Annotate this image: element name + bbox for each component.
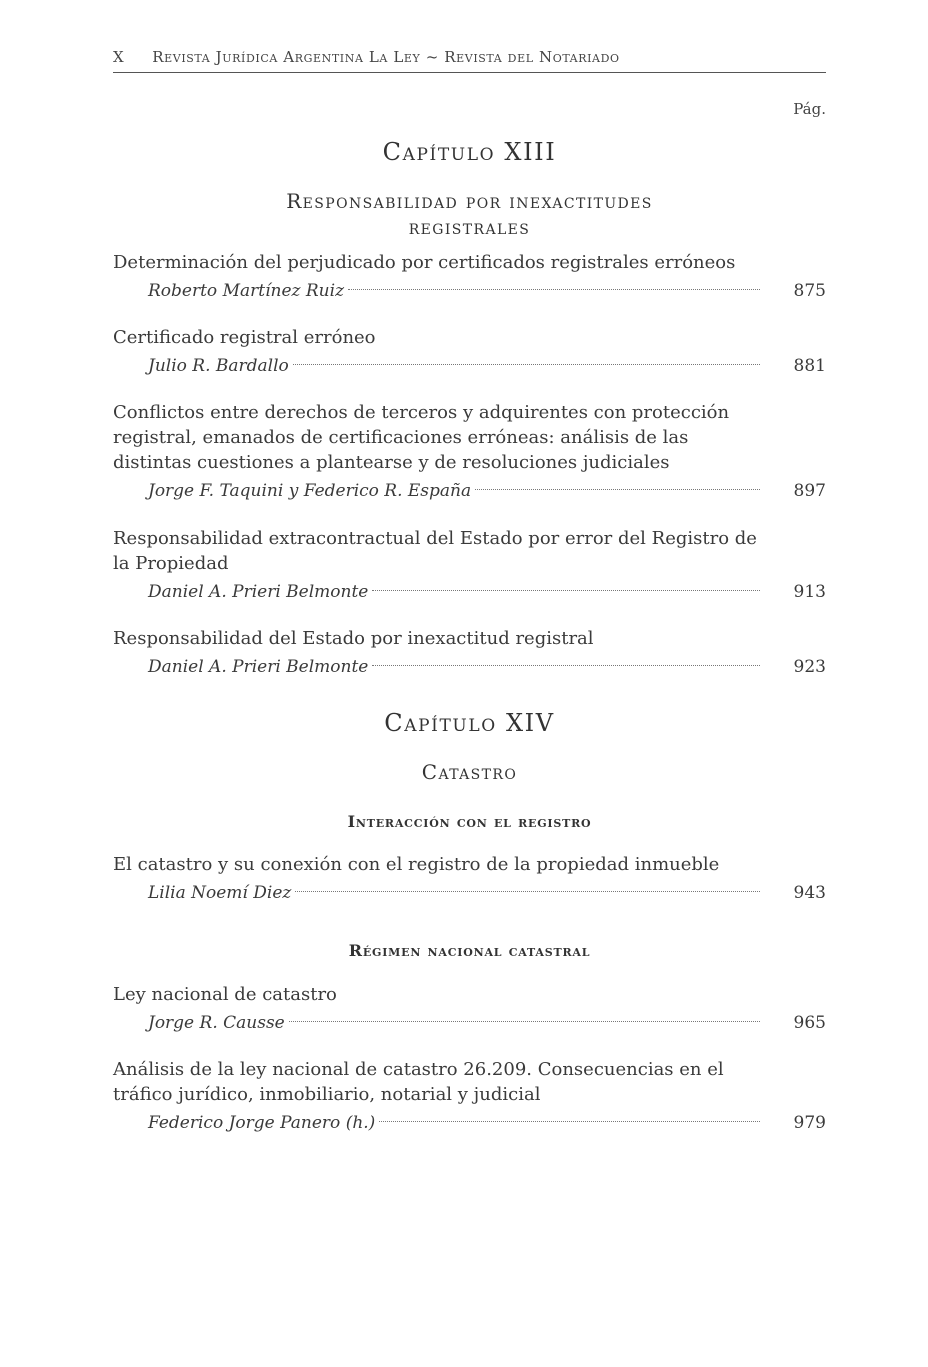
chapter-14-title: Catastro bbox=[421, 760, 518, 784]
entry-page: 979 bbox=[793, 1113, 826, 1133]
chapter-13-label: Capítulo XIII bbox=[382, 138, 557, 166]
entry-title: Responsabilidad del Estado por inexactitud registral bbox=[113, 628, 594, 649]
dot-leader bbox=[348, 289, 760, 290]
author-line bbox=[113, 653, 826, 681]
entry-page: 923 bbox=[793, 657, 826, 677]
entry-title: Ley nacional de catastro bbox=[113, 984, 337, 1005]
entry-page: 897 bbox=[793, 481, 826, 501]
dot-leader bbox=[372, 590, 760, 591]
dot-leader bbox=[379, 1121, 760, 1122]
entry-author: Jorge R. Causse bbox=[148, 1013, 285, 1033]
toc-entry[interactable] bbox=[113, 626, 826, 681]
toc-entry[interactable] bbox=[113, 852, 826, 907]
running-head bbox=[113, 48, 826, 66]
entry-page: 943 bbox=[793, 883, 826, 903]
entry-page: 965 bbox=[793, 1013, 826, 1033]
entry-page: 875 bbox=[793, 281, 826, 301]
toc-entry[interactable] bbox=[113, 526, 826, 606]
chapter-13-title-line1: Responsabilidad por inexactitudes bbox=[286, 189, 653, 213]
entry-title: Análisis de la ley nacional de catastro 26.209. Consecuencias en el tráfico jurídico, inmobiliario, notarial y judicial bbox=[113, 1059, 724, 1105]
author-line bbox=[113, 1009, 826, 1037]
header-rule bbox=[113, 72, 826, 73]
entry-title: Determinación del perjudicado por certificados registrales erróneos bbox=[113, 252, 736, 273]
entry-author: Daniel A. Prieri Belmonte bbox=[148, 657, 369, 677]
author-line bbox=[113, 352, 826, 380]
author-line bbox=[113, 1109, 826, 1137]
author-line bbox=[113, 277, 826, 305]
entry-author: Daniel A. Prieri Belmonte bbox=[148, 582, 369, 602]
running-title: Revista Jurídica Argentina La Ley ~ Revista del Notariado bbox=[152, 48, 620, 66]
page-number: X bbox=[113, 48, 125, 66]
entry-author: Lilia Noemí Diez bbox=[148, 883, 292, 903]
dot-leader bbox=[372, 665, 760, 666]
chapter-14-label: Capítulo XIV bbox=[384, 709, 555, 737]
entry-author: Roberto Martínez Ruiz bbox=[148, 281, 345, 301]
subsection-title: Régimen nacional catastral bbox=[348, 941, 591, 960]
author-line bbox=[113, 477, 826, 505]
chapter-13-title-line2: registrales bbox=[408, 215, 531, 239]
entry-title: Certificado registral erróneo bbox=[113, 327, 376, 348]
author-line bbox=[113, 879, 826, 907]
toc-entry[interactable] bbox=[113, 400, 826, 505]
dot-leader bbox=[475, 489, 760, 490]
pag-column-label: Pág. bbox=[793, 100, 826, 118]
entry-title: El catastro y su conexión con el registro de la propiedad inmueble bbox=[113, 854, 720, 875]
entry-page: 913 bbox=[793, 582, 826, 602]
dot-leader bbox=[293, 364, 760, 365]
entry-author: Jorge F. Taquini y Federico R. España bbox=[148, 481, 472, 501]
toc-entry[interactable] bbox=[113, 325, 826, 380]
toc-entry[interactable] bbox=[113, 1057, 826, 1137]
entry-page: 881 bbox=[793, 356, 826, 376]
author-line bbox=[113, 578, 826, 606]
dot-leader bbox=[295, 891, 760, 892]
dot-leader bbox=[289, 1021, 760, 1022]
toc-entry[interactable] bbox=[113, 982, 826, 1037]
entry-author: Julio R. Bardallo bbox=[148, 356, 289, 376]
subsection-title: Interacción con el registro bbox=[347, 812, 592, 831]
entry-author: Federico Jorge Panero (h.) bbox=[148, 1113, 376, 1133]
toc-entry[interactable] bbox=[113, 250, 826, 305]
entry-title: Responsabilidad extracontractual del Estado por error del Registro de la Propiedad bbox=[113, 528, 757, 574]
entry-title: Conflictos entre derechos de terceros y adquirentes con protección registral, emanados de certificaciones erróneas: análisis de las distintas cuestiones a plantearse y de resoluciones judiciales bbox=[113, 402, 730, 473]
